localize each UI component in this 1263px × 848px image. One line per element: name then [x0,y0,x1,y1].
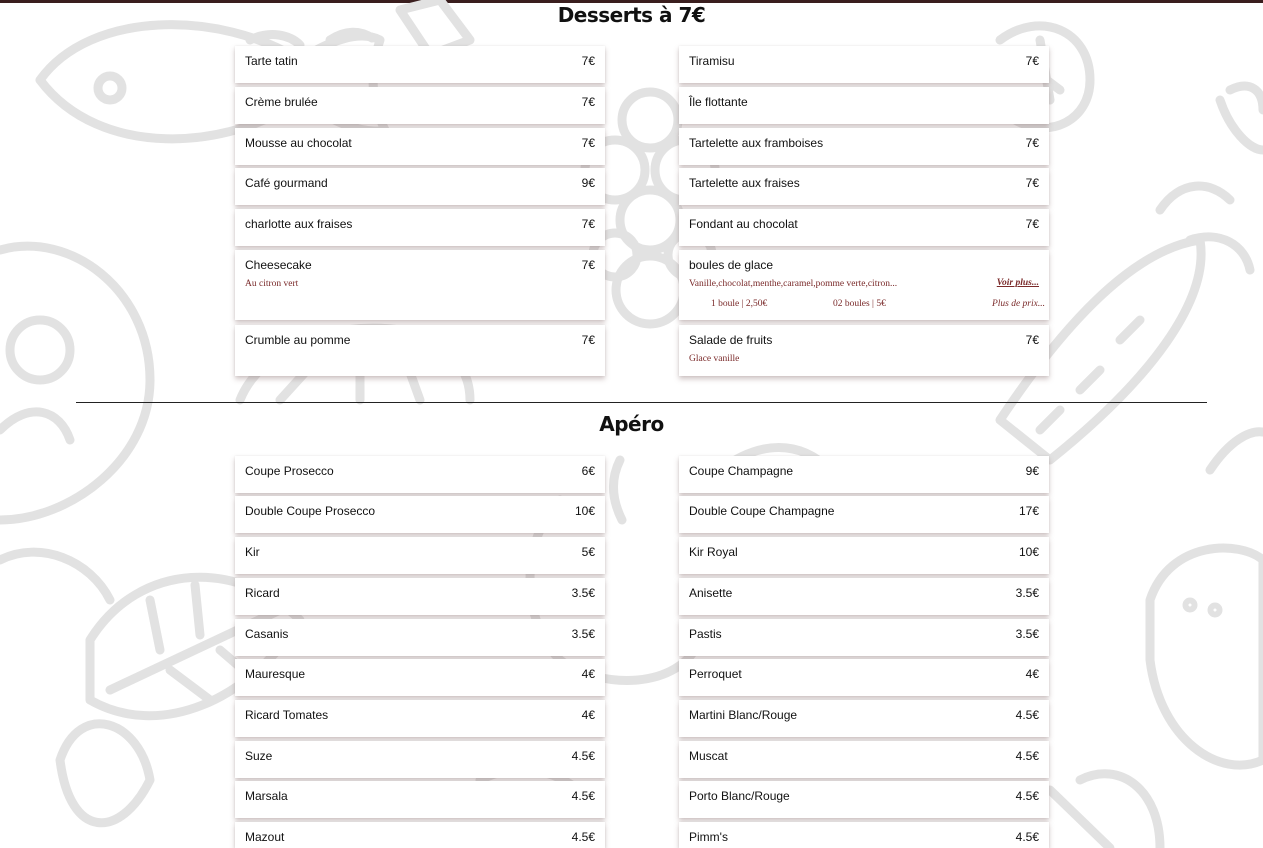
menu-item[interactable] [235,456,605,493]
section-divider [76,402,1207,403]
item-price: 7€ [1025,176,1039,190]
item-name: Porto Blanc/Rouge [689,789,790,803]
item-price: 7€ [1025,54,1039,68]
item-price: 3.5€ [1015,627,1039,641]
item-price: 4€ [581,708,595,722]
menu-item[interactable] [235,168,605,205]
menu-item[interactable] [679,325,1049,376]
menu-item[interactable] [235,700,605,737]
menu-item[interactable] [235,822,605,848]
item-price: 7€ [1025,136,1039,150]
item-price: 7€ [1025,333,1039,347]
menu-item[interactable] [235,537,605,574]
item-price: 3.5€ [571,586,595,600]
menu-item[interactable] [679,46,1049,83]
menu-item[interactable] [679,700,1049,737]
more-prices-link[interactable]: Plus de prix... [991,299,1045,309]
item-price: 4€ [1025,667,1039,681]
item-price: 7€ [581,333,595,347]
apero-title: Apéro [599,412,664,436]
menu-item[interactable] [235,250,605,320]
item-name: Double Coupe Champagne [689,504,835,518]
item-name: Casanis [245,627,289,641]
item-price: 7€ [581,258,595,272]
menu-item[interactable] [679,128,1049,165]
item-name: Marsala [245,789,288,803]
price-option: 1 boule | 2,50€ [711,299,768,309]
menu-item[interactable] [235,496,605,533]
menu-item[interactable] [679,537,1049,574]
menu-item[interactable] [679,741,1049,778]
tomato-doodle [1150,548,1263,765]
item-name: Kir Royal [689,545,738,559]
item-name: Coupe Prosecco [245,464,334,478]
item-name: Tartelette aux framboises [689,136,824,150]
steak-doodle [0,246,150,520]
item-price: 10€ [574,504,595,518]
item-name: Café gourmand [245,176,328,190]
item-name: Tartelette aux fraises [689,176,800,190]
item-price: 9€ [581,176,595,190]
item-name: Mousse au chocolat [245,136,352,150]
menu-item[interactable] [679,87,1049,124]
item-price: 7€ [581,217,595,231]
item-price: 7€ [581,54,595,68]
menu-item[interactable] [679,209,1049,246]
item-description: Glace vanille [689,354,740,364]
price-option: 02 boules | 5€ [833,299,886,309]
menu-item[interactable] [235,659,605,696]
menu-item[interactable] [679,659,1049,696]
item-price: 6€ [581,464,595,478]
item-name: Fondant au chocolat [689,217,798,231]
item-name: Tarte tatin [245,54,298,68]
item-name: Salade de fruits [689,333,773,347]
item-name: Anisette [689,586,733,600]
menu-item[interactable] [235,87,605,124]
item-price: 7€ [581,136,595,150]
item-price: 7€ [581,95,595,109]
fish-eye-doodle [98,76,122,100]
item-price: 4€ [581,667,595,681]
item-name: boules de glace [689,258,774,272]
item-price: 4.5€ [571,789,595,803]
menu-item[interactable] [679,168,1049,205]
menu-item[interactable] [235,619,605,656]
desserts-title: Desserts à 7€ [557,3,706,27]
item-price: 3.5€ [1015,586,1039,600]
item-description: Au citron vert [245,279,299,289]
item-name: Mazout [245,830,285,844]
item-price: 5€ [581,545,595,559]
item-name: Ricard Tomates [245,708,329,722]
item-name: Pimm's [689,830,728,844]
menu-item[interactable] [679,496,1049,533]
item-price: 3.5€ [571,627,595,641]
item-name: Mauresque [245,667,306,681]
item-price: 4.5€ [1015,749,1039,763]
menu-item[interactable] [679,781,1049,818]
menu-item[interactable] [235,46,605,83]
item-name: Ricard [245,586,280,600]
item-name: Coupe Champagne [689,464,794,478]
menu-item[interactable] [679,456,1049,493]
item-name: Suze [245,749,273,763]
item-price: 4.5€ [571,749,595,763]
menu-item[interactable] [235,325,605,376]
menu-item[interactable] [679,822,1049,848]
item-name: Crème brulée [245,95,318,109]
item-price: 4.5€ [1015,789,1039,803]
item-name: Kir [245,545,260,559]
item-name: charlotte aux fraises [245,217,353,231]
menu-item[interactable] [679,619,1049,656]
item-name: Tiramisu [689,54,735,68]
item-name: Crumble au pomme [245,333,351,347]
item-price: 4.5€ [1015,708,1039,722]
item-name: Muscat [689,749,728,763]
menu-item[interactable] [235,128,605,165]
item-price: 7€ [1025,217,1039,231]
menu-item[interactable] [235,578,605,615]
menu-item[interactable] [235,781,605,818]
item-description: Vanille,chocolat,menthe,caramel,pomme verte,citron... [689,279,898,289]
menu-item[interactable] [235,741,605,778]
menu-item[interactable] [235,209,605,246]
item-price: 17€ [1018,504,1039,518]
item-name: Cheesecake [245,258,312,272]
item-name: Double Coupe Prosecco [245,504,376,518]
menu-item[interactable] [679,578,1049,615]
item-name: Pastis [689,627,722,641]
menu-item-ice-cream[interactable] [679,250,1049,320]
item-price: 4.5€ [1015,830,1039,844]
see-more-link[interactable]: Voir plus... [996,278,1039,288]
item-price: 10€ [1018,545,1039,559]
item-name: Île flottante [689,95,748,109]
item-price: 9€ [1025,464,1039,478]
item-price: 4.5€ [571,830,595,844]
item-name: Martini Blanc/Rouge [689,708,798,722]
item-name: Perroquet [689,667,742,681]
